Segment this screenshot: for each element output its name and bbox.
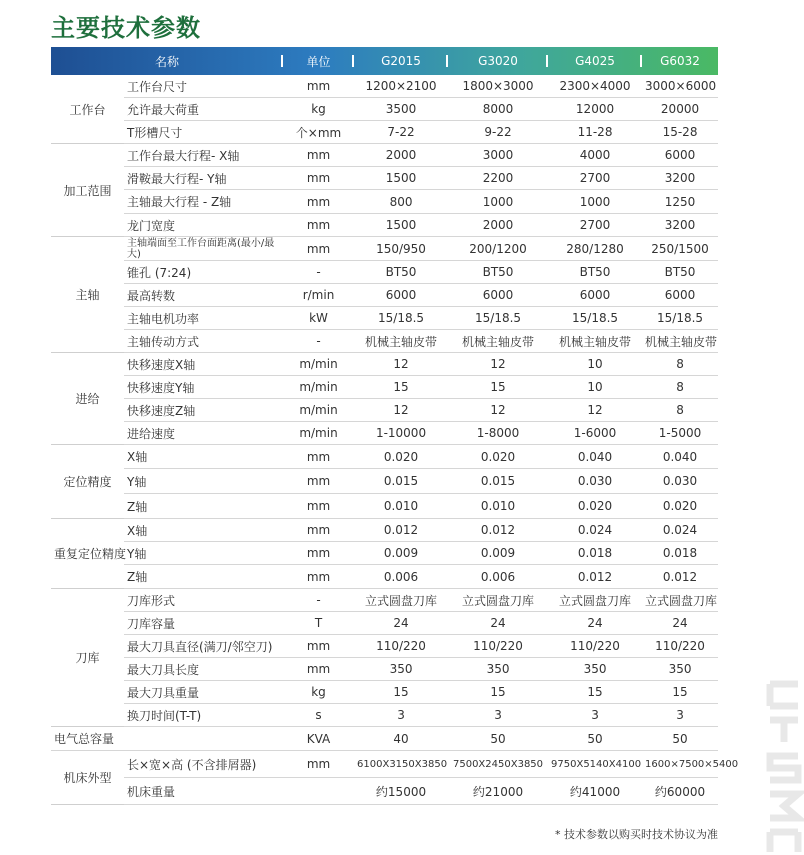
spec-value: 1-8000 [448, 422, 548, 445]
spec-value: 3000 [448, 144, 548, 167]
spec-value: 15/18.5 [448, 307, 548, 330]
spec-value: 110/220 [642, 635, 718, 658]
spec-item: 锥孔 (7:24) [124, 261, 283, 284]
spec-unit: r/min [283, 284, 354, 307]
spec-value: 7500X2450X3850 [448, 751, 548, 778]
spec-item: 主轴端面至工作台面距离(最小/最大) [124, 237, 283, 261]
spec-unit: mm [283, 469, 354, 494]
spec-item: 机床重量 [124, 778, 283, 805]
spec-unit: m/min [283, 353, 354, 376]
spec-value: 0.015 [354, 469, 448, 494]
spec-value: 15/18.5 [642, 307, 718, 330]
spec-value: 0.040 [548, 445, 642, 469]
spec-unit: mm [283, 144, 354, 167]
spec-value: 0.006 [448, 565, 548, 589]
table-row [51, 284, 718, 307]
spec-unit: mm [283, 190, 354, 214]
spec-value: 24 [448, 612, 548, 635]
group-label: 工作台 [51, 75, 124, 144]
spec-unit: mm [283, 658, 354, 681]
spec-unit: - [283, 330, 354, 353]
header-name: 名称 [155, 54, 180, 69]
header-model-g4025: G4025 [548, 47, 642, 75]
spec-unit: mm [283, 519, 354, 542]
spec-value: 12 [548, 399, 642, 422]
spec-value: BT50 [642, 261, 718, 284]
spec-value: 1000 [448, 190, 548, 214]
spec-value: 15 [548, 681, 642, 704]
spec-unit: mm [283, 494, 354, 519]
spec-value: 20000 [642, 98, 718, 121]
table-row [51, 635, 718, 658]
spec-unit [283, 778, 354, 805]
spec-value: 3 [354, 704, 448, 727]
spec-value: 0.010 [354, 494, 448, 519]
spec-value: 0.006 [354, 565, 448, 589]
spec-value: 7-22 [354, 121, 448, 144]
table-row [51, 542, 718, 565]
spec-value: 约60000 [642, 778, 718, 805]
spec-value: 约41000 [548, 778, 642, 805]
spec-value: 3 [548, 704, 642, 727]
spec-value: 50 [642, 727, 718, 751]
spec-value: 0.010 [448, 494, 548, 519]
spec-value: 0.020 [548, 494, 642, 519]
spec-unit: mm [283, 237, 354, 261]
spec-value: 15/18.5 [354, 307, 448, 330]
spec-value: 1500 [354, 167, 448, 190]
spec-item: 滑鞍最大行程- Y轴 [124, 167, 283, 190]
spec-value: 0.012 [548, 565, 642, 589]
spec-item: Y轴 [124, 469, 283, 494]
footnote: * 技术参数以购买时技术协议为准 [555, 828, 718, 841]
group-label: 重复定位精度 [51, 519, 124, 589]
spec-item: 刀库形式 [124, 589, 283, 612]
table-row [51, 494, 718, 519]
spec-item: 长×宽×高 (不含排屑器) [124, 751, 283, 778]
spec-value: 15 [354, 376, 448, 399]
table-row [51, 307, 718, 330]
spec-value: 280/1280 [548, 237, 642, 261]
spec-value: 3500 [354, 98, 448, 121]
spec-value: 立式圆盘刀库 [448, 589, 548, 612]
spec-value: 11-28 [548, 121, 642, 144]
spec-unit: mm [283, 214, 354, 237]
spec-value: 3200 [642, 167, 718, 190]
spec-value: 0.020 [448, 445, 548, 469]
table-row [51, 353, 718, 376]
table-row [51, 565, 718, 589]
table-body [51, 75, 739, 805]
spec-value: 1-10000 [354, 422, 448, 445]
group-label: 机床外型 [51, 751, 124, 805]
table-row [51, 727, 718, 751]
spec-value: BT50 [448, 261, 548, 284]
spec-value: 约15000 [354, 778, 448, 805]
spec-value: 0.018 [548, 542, 642, 565]
spec-value: 350 [548, 658, 642, 681]
spec-value: 0.020 [642, 494, 718, 519]
table-row [51, 75, 718, 98]
spec-item: 快移速度Y轴 [124, 376, 283, 399]
spec-value: 0.012 [448, 519, 548, 542]
spec-value: 110/220 [354, 635, 448, 658]
spec-item: 主轴传动方式 [124, 330, 283, 353]
spec-item: 主轴电机功率 [124, 307, 283, 330]
spec-value: 1-6000 [548, 422, 642, 445]
spec-value: 9-22 [448, 121, 548, 144]
spec-value: 6000 [642, 144, 718, 167]
spec-value: 0.040 [642, 445, 718, 469]
table-row [51, 658, 718, 681]
table-row [51, 469, 718, 494]
spec-item: 工作台最大行程- X轴 [124, 144, 283, 167]
spec-unit: - [283, 589, 354, 612]
spec-value: 12 [448, 353, 548, 376]
spec-value: 15 [448, 376, 548, 399]
spec-value: 350 [354, 658, 448, 681]
spec-unit: m/min [283, 376, 354, 399]
table-row [51, 330, 718, 353]
spec-unit: KVA [283, 727, 354, 751]
spec-item: 快移速度X轴 [124, 353, 283, 376]
spec-value: 350 [642, 658, 718, 681]
spec-value: 1-5000 [642, 422, 718, 445]
spec-item: 进给速度 [124, 422, 283, 445]
spec-value: 8 [642, 376, 718, 399]
spec-value: 12000 [548, 98, 642, 121]
spec-unit: mm [283, 565, 354, 589]
table-row [51, 121, 718, 144]
spec-value: 6000 [548, 284, 642, 307]
spec-value: 机械主轴皮带 [548, 330, 642, 353]
spec-value: 3000×6000 [642, 75, 718, 98]
spec-value: 0.020 [354, 445, 448, 469]
spec-value: 110/220 [448, 635, 548, 658]
spec-value: 机械主轴皮带 [354, 330, 448, 353]
spec-value: 3 [448, 704, 548, 727]
spec-value: 0.030 [642, 469, 718, 494]
table-row [51, 519, 718, 542]
spec-value: BT50 [548, 261, 642, 284]
spec-item: 允许最大荷重 [124, 98, 283, 121]
spec-value: 10 [548, 353, 642, 376]
spec-value: 立式圆盘刀库 [642, 589, 718, 612]
spec-value: 15 [354, 681, 448, 704]
spec-value: 6000 [354, 284, 448, 307]
spec-value: 0.018 [642, 542, 718, 565]
spec-value: 1600×7500×5400 [642, 751, 718, 778]
spec-item: 换刀时间(T-T) [124, 704, 283, 727]
table-row [51, 98, 718, 121]
spec-value: 15 [642, 681, 718, 704]
table-row [51, 589, 718, 612]
spec-value: 2700 [548, 214, 642, 237]
table-row [51, 376, 718, 399]
group-label: 刀库 [51, 589, 124, 727]
spec-value: 50 [548, 727, 642, 751]
spec-value: 8000 [448, 98, 548, 121]
spec-unit: kW [283, 307, 354, 330]
spec-unit: kg [283, 681, 354, 704]
spec-unit: mm [283, 542, 354, 565]
group-label: 加工范围 [51, 144, 124, 237]
spec-unit: m/min [283, 399, 354, 422]
table-row [51, 399, 718, 422]
spec-value: 2700 [548, 167, 642, 190]
spec-item: Y轴 [124, 542, 283, 565]
page-title: 主要技术参数 [51, 14, 201, 42]
spec-value: 6000 [448, 284, 548, 307]
spec-value: 12 [448, 399, 548, 422]
spec-value: 0.015 [448, 469, 548, 494]
spec-item: 快移速度Z轴 [124, 399, 283, 422]
spec-value: 0.024 [548, 519, 642, 542]
table-row [51, 612, 718, 635]
spec-value: 350 [448, 658, 548, 681]
spec-value: 50 [448, 727, 548, 751]
table-row [51, 237, 718, 261]
spec-unit: mm [283, 75, 354, 98]
brand-watermark [764, 680, 804, 855]
header-unit: 单位 [283, 47, 354, 75]
spec-value: 1800×3000 [448, 75, 548, 98]
spec-value: 0.024 [642, 519, 718, 542]
spec-item: 最大刀具直径(满刀/邻空刀) [124, 635, 283, 658]
group-label: 电气总容量 [51, 727, 283, 751]
spec-value: 24 [548, 612, 642, 635]
spec-value: 250/1500 [642, 237, 718, 261]
spec-value: 110/220 [548, 635, 642, 658]
spec-unit: mm [283, 167, 354, 190]
group-label: 定位精度 [51, 445, 124, 519]
spec-value: BT50 [354, 261, 448, 284]
spec-value: 0.009 [354, 542, 448, 565]
spec-value: 40 [354, 727, 448, 751]
spec-value: 200/1200 [448, 237, 548, 261]
spec-value: 0.030 [548, 469, 642, 494]
spec-unit: m/min [283, 422, 354, 445]
spec-unit: mm [283, 445, 354, 469]
spec-value: 立式圆盘刀库 [354, 589, 448, 612]
table-header [51, 47, 718, 75]
spec-value: 约21000 [448, 778, 548, 805]
spec-value: 12 [354, 353, 448, 376]
spec-item: Z轴 [124, 565, 283, 589]
spec-item: 主轴最大行程 - Z轴 [124, 190, 283, 214]
spec-value: 4000 [548, 144, 642, 167]
spec-item: 刀库容量 [124, 612, 283, 635]
spec-value: 2000 [448, 214, 548, 237]
spec-unit: 个×mm [283, 121, 354, 144]
header-model-g2015: G2015 [354, 47, 448, 75]
spec-item: 龙门宽度 [124, 214, 283, 237]
spec-value: 6100X3150X3850 [354, 751, 448, 778]
spec-unit: mm [283, 751, 354, 778]
spec-item: Z轴 [124, 494, 283, 519]
table-row [51, 445, 718, 469]
spec-value: 15-28 [642, 121, 718, 144]
table-row [51, 751, 718, 778]
spec-item: 最高转数 [124, 284, 283, 307]
spec-value: 800 [354, 190, 448, 214]
spec-value: 2300×4000 [548, 75, 642, 98]
group-label: 进给 [51, 353, 124, 445]
spec-unit: kg [283, 98, 354, 121]
spec-item: X轴 [124, 445, 283, 469]
spec-value: 立式圆盘刀库 [548, 589, 642, 612]
spec-value: 15 [448, 681, 548, 704]
spec-value: 1250 [642, 190, 718, 214]
table-row [51, 704, 718, 727]
spec-value: 机械主轴皮带 [448, 330, 548, 353]
spec-value: 1000 [548, 190, 642, 214]
spec-value: 3200 [642, 214, 718, 237]
spec-value: 0.009 [448, 542, 548, 565]
header-model-g6032: G6032 [642, 47, 718, 75]
spec-value: 机械主轴皮带 [642, 330, 718, 353]
spec-value: 24 [642, 612, 718, 635]
spec-value: 0.012 [642, 565, 718, 589]
spec-value: 1500 [354, 214, 448, 237]
spec-value: 12 [354, 399, 448, 422]
spec-item: 最大刀具长度 [124, 658, 283, 681]
spec-value: 8 [642, 399, 718, 422]
table-row [51, 681, 718, 704]
spec-unit: s [283, 704, 354, 727]
spec-value: 2000 [354, 144, 448, 167]
spec-value: 15/18.5 [548, 307, 642, 330]
spec-value: 8 [642, 353, 718, 376]
header-model-g3020: G3020 [448, 47, 548, 75]
spec-item: 最大刀具重量 [124, 681, 283, 704]
spec-value: 6000 [642, 284, 718, 307]
spec-item: T形槽尺寸 [124, 121, 283, 144]
spec-item: X轴 [124, 519, 283, 542]
table-row [51, 778, 718, 805]
spec-item: 工作台尺寸 [124, 75, 283, 98]
spec-value: 24 [354, 612, 448, 635]
spec-table [51, 47, 739, 805]
spec-value: 2200 [448, 167, 548, 190]
table-row [51, 261, 718, 284]
spec-value: 1200×2100 [354, 75, 448, 98]
spec-value: 10 [548, 376, 642, 399]
spec-unit: - [283, 261, 354, 284]
spec-value: 0.012 [354, 519, 448, 542]
spec-unit: mm [283, 635, 354, 658]
table-row [51, 190, 718, 214]
table-row [51, 167, 718, 190]
group-label: 主轴 [51, 237, 124, 353]
spec-unit: T [283, 612, 354, 635]
spec-value: 9750X5140X4100 [548, 751, 642, 778]
table-row [51, 214, 718, 237]
spec-value: 3 [642, 704, 718, 727]
table-row [51, 422, 718, 445]
spec-value: 150/950 [354, 237, 448, 261]
table-row [51, 144, 718, 167]
